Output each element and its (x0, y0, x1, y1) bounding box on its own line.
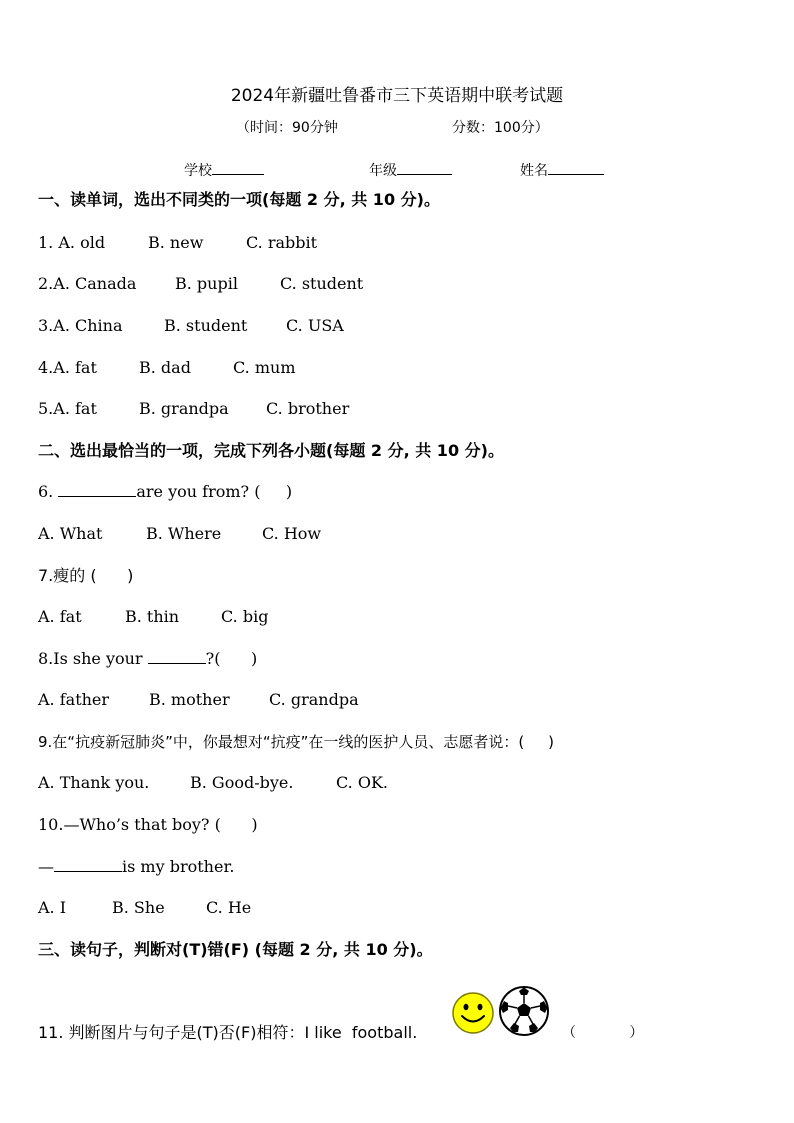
q3-option-a: 3.A. China (38, 316, 123, 335)
q8-option-a: A. father (38, 690, 110, 709)
q6-option-c: C. How (262, 524, 322, 543)
q10-stem: 10.—Who’s that boy? ( ) (38, 815, 258, 834)
name-field (520, 160, 604, 181)
football-icon (498, 985, 550, 1037)
q7-stem: 7.瘦的 ( ) (38, 566, 134, 585)
q10-blank[interactable] (54, 857, 122, 872)
q8-stem (38, 649, 257, 669)
school-label: 学校 (184, 163, 212, 179)
q9-option-a: A. Thank you. (38, 773, 150, 792)
q2-option-a: 2.A. Canada (38, 274, 137, 293)
q9-option-b: B. Good-bye. (190, 773, 294, 792)
section2-heading: 二、选出最恰当的一项，完成下列各小题(每题 2 分, 共 10 分)。 (38, 441, 504, 460)
page-title: 2024年新疆吐鲁番市三下英语期中联考试题 (230, 86, 564, 106)
q6-option-a: A. What (38, 524, 103, 543)
q8-option-c: C. grandpa (269, 690, 359, 709)
name-blank[interactable] (548, 160, 604, 175)
q1-option-a: 1. A. old (38, 233, 106, 252)
q1-option-c: C. rabbit (246, 233, 318, 252)
section3-heading: 三、读句子，判断对(T)错(F) (每题 2 分, 共 10 分)。 (38, 940, 433, 959)
grade-field (369, 160, 452, 181)
q10-option-b: B. She (112, 898, 165, 917)
school-blank[interactable] (212, 160, 264, 175)
q6-suffix: are you from? ( ) (136, 482, 293, 501)
grade-label: 年级 (369, 163, 397, 179)
section1-heading: 一、读单词，选出不同类的一项(每题 2 分, 共 10 分)。 (38, 190, 440, 209)
grade-blank[interactable] (397, 160, 452, 175)
q5-option-c: C. brother (266, 399, 350, 418)
q2-option-c: C. student (280, 274, 364, 293)
q9-option-c: C. OK. (336, 773, 388, 792)
q7-option-a: A. fat (38, 607, 82, 626)
q10-option-c: C. He (206, 898, 252, 917)
q5-option-b: B. grandpa (139, 399, 229, 418)
q5-option-a: 5.A. fat (38, 399, 97, 418)
q4-option-b: B. dad (139, 358, 191, 377)
q8-suffix: ?( ) (205, 649, 258, 668)
q3-option-b: B. student (164, 316, 248, 335)
q10-dash: — (38, 857, 54, 876)
q2-option-b: B. pupil (175, 274, 238, 293)
q8-prefix: 8.Is she your (38, 649, 148, 668)
q4-option-a: 4.A. fat (38, 358, 97, 377)
q6-blank[interactable] (58, 482, 136, 497)
q7-option-c: C. big (221, 607, 269, 626)
q3-option-c: C. USA (286, 316, 344, 335)
q6-prefix: 6. (38, 482, 59, 501)
q9-stem: 9.在“抗疫新冠肺炎”中，你最想对“抗疫”在一线的医护人员、志愿者说：( ) (38, 733, 554, 751)
score-info: 分数：100分） (452, 120, 549, 136)
q10-option-a: A. I (38, 898, 67, 917)
q8-option-b: B. mother (149, 690, 230, 709)
q7-option-b: B. thin (125, 607, 180, 626)
name-label: 姓名 (520, 163, 548, 179)
q10-answer-line (38, 857, 234, 877)
q11-stem: 11. 判断图片与句子是(T)否(F)相符：I like football. (38, 1023, 418, 1042)
school-field (184, 160, 264, 181)
q6-option-b: B. Where (146, 524, 222, 543)
q6-stem (38, 482, 292, 502)
q10-suffix: is my brother. (122, 857, 235, 876)
q1-option-b: B. new (148, 233, 204, 252)
q8-blank[interactable] (148, 649, 206, 664)
q11-answer-paren[interactable]: （ ） (562, 1025, 644, 1041)
time-info: （时间：90分钟 (236, 120, 338, 136)
q4-option-c: C. mum (233, 358, 296, 377)
smiley-face-icon (451, 991, 495, 1035)
